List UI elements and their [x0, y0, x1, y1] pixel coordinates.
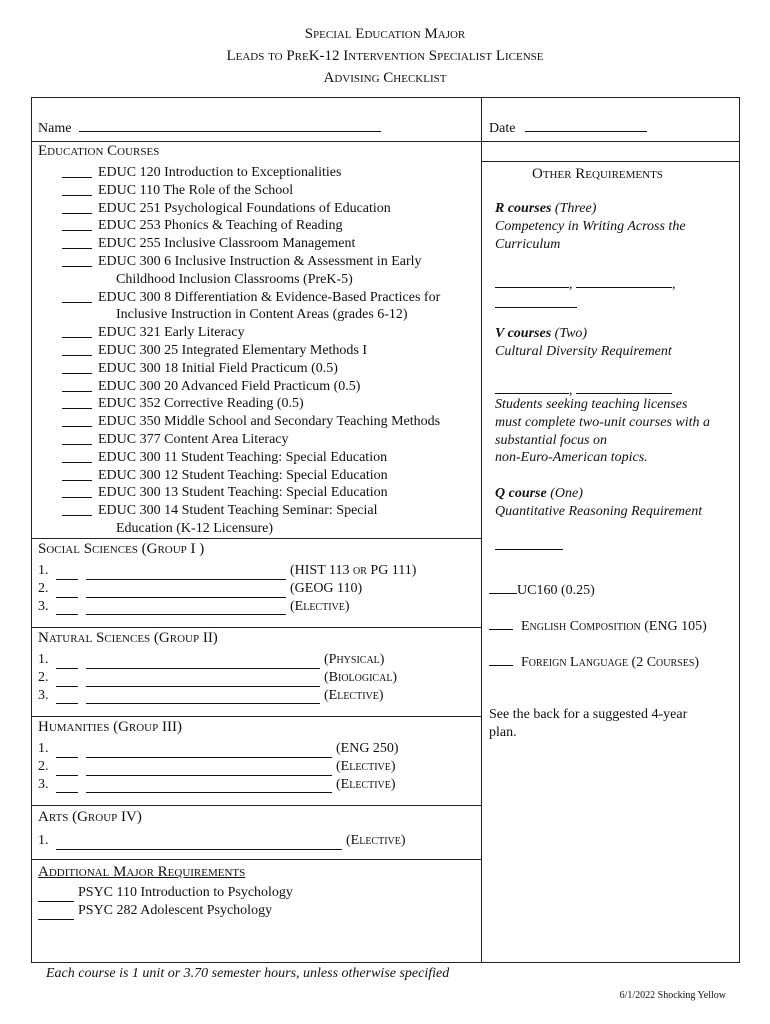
check-blank[interactable] — [38, 888, 74, 902]
course-field[interactable] — [86, 762, 332, 776]
natural-row — [38, 651, 397, 669]
title-line-1: Special Education Major — [304, 26, 466, 42]
section-divider — [31, 805, 481, 806]
course-label: EDUC 377 Content Area Literacy — [98, 431, 289, 447]
r-course-field[interactable] — [495, 294, 577, 308]
check-blank[interactable] — [62, 235, 92, 249]
check-blank[interactable] — [62, 413, 92, 427]
course-label: EDUC 300 8 Differentiation & Evidence-Based Practices for — [98, 289, 441, 305]
check-blank[interactable] — [62, 164, 92, 178]
title-line-3: Advising Checklist — [323, 70, 447, 86]
arts-row — [38, 832, 406, 850]
course-field[interactable] — [56, 836, 342, 850]
column-divider — [481, 97, 482, 962]
social-row — [38, 580, 416, 598]
uc-label: UC160 (0.25) — [517, 583, 595, 598]
course-label: EDUC 255 Inclusive Classroom Management — [98, 236, 356, 252]
social-heading: Social Sciences (Group I ) — [38, 541, 205, 557]
row-number: 3. — [38, 776, 49, 792]
course-tag: (Elective) — [336, 776, 396, 792]
check-blank[interactable] — [62, 200, 92, 214]
course-label-continued: Childhood Inclusion Classrooms (PreK-5) — [116, 271, 353, 287]
course-tag: (Elective) — [346, 833, 406, 848]
v-courses-block: V courses (Two) Cultural Diversity Requirement — [495, 326, 672, 359]
version-stamp: 6/1/2022 Shocking Yellow — [619, 990, 726, 1001]
other-heading: Other Requirements — [532, 166, 663, 182]
course-field[interactable] — [86, 744, 332, 758]
v-course-field[interactable] — [495, 380, 569, 394]
r-courses-label: R courses — [495, 201, 552, 216]
education-course-item — [62, 360, 440, 378]
check-blank[interactable] — [62, 467, 92, 481]
check-blank[interactable] — [56, 690, 78, 704]
education-course-item — [62, 431, 440, 449]
lang-row — [489, 652, 699, 672]
footnote: Each course is 1 unit or 3.70 semester hours, unless otherwise specified — [46, 966, 450, 981]
natural-row — [38, 669, 397, 687]
row-number: 2. — [38, 580, 49, 596]
additional-list — [38, 884, 293, 920]
course-label: EDUC 352 Corrective Reading (0.5) — [98, 396, 304, 412]
v-courses-label: V courses — [495, 326, 552, 341]
row-number: 3. — [38, 598, 49, 614]
check-blank[interactable] — [56, 779, 78, 793]
section-divider — [31, 538, 481, 539]
row-number: 1. — [38, 652, 49, 667]
v-courses-note: Students seeking teaching licenses must complete two-unit courses with a substantial focus on non-Euro-American topics. — [495, 397, 711, 466]
course-label-continued: Inclusive Instruction in Content Areas (grades 6-12) — [116, 307, 408, 323]
humanities-list — [38, 740, 399, 793]
name-row — [38, 118, 381, 138]
social-list — [38, 562, 416, 615]
check-blank[interactable] — [62, 502, 92, 516]
date-row — [489, 118, 647, 138]
row-number: 1. — [38, 741, 49, 756]
humanities-row — [38, 758, 399, 776]
education-course-item — [62, 200, 440, 218]
check-blank[interactable] — [62, 378, 92, 392]
course-field[interactable] — [86, 584, 286, 598]
course-tag: (HIST 113 or PG 111) — [290, 563, 417, 578]
check-blank[interactable] — [38, 906, 74, 920]
check-blank[interactable] — [56, 566, 78, 580]
education-course-item — [62, 217, 440, 235]
q-course-field[interactable] — [495, 536, 563, 550]
check-blank[interactable] — [56, 584, 78, 598]
course-label: EDUC 300 6 Inclusive Instruction & Assessment in Early — [98, 253, 422, 269]
row-number: 3. — [38, 687, 49, 703]
check-blank[interactable] — [56, 762, 78, 776]
check-blank[interactable] — [56, 655, 78, 669]
education-course-item — [62, 467, 440, 485]
course-field[interactable] — [86, 779, 332, 793]
course-label: EDUC 350 Middle School and Secondary Teaching Methods — [98, 414, 441, 430]
q-course-desc: Quantitative Reasoning Requirement — [495, 503, 703, 519]
additional-item — [38, 884, 293, 902]
r-course-field[interactable] — [495, 274, 569, 288]
title-line-2: Leads to PreK-12 Intervention Specialist License — [226, 48, 544, 64]
check-blank[interactable] — [62, 217, 92, 231]
education-course-list — [62, 164, 440, 538]
check-blank[interactable] — [489, 652, 513, 666]
r-courses-desc: Curriculum — [495, 236, 561, 252]
r-courses-block: R courses (Three) Competency in Writing Across the Curriculum — [495, 201, 686, 252]
social-row — [38, 598, 416, 616]
course-label: EDUC 120 Introduction to Exceptionalities — [98, 165, 342, 180]
course-tag: (Physical) — [324, 652, 385, 667]
v-courses-desc: Cultural Diversity Requirement — [495, 343, 672, 359]
social-row — [38, 562, 416, 580]
education-course-item — [62, 253, 440, 271]
education-course-item — [62, 502, 440, 520]
row-number: 2. — [38, 758, 49, 774]
education-course-item — [62, 484, 440, 502]
education-course-item — [62, 235, 440, 253]
course-tag: (Elective) — [336, 758, 396, 774]
course-tag: (GEOG 110) — [290, 580, 363, 596]
check-blank[interactable] — [62, 342, 92, 356]
date-field[interactable] — [525, 118, 647, 132]
natural-list — [38, 651, 397, 704]
course-field[interactable] — [86, 601, 286, 615]
check-blank[interactable] — [62, 431, 92, 445]
education-course-item — [62, 395, 440, 413]
check-blank[interactable] — [56, 601, 78, 615]
back-note: See the back for a suggested 4-year plan. — [489, 707, 688, 740]
check-blank[interactable] — [489, 616, 513, 630]
course-label: EDUC 251 Psychological Foundations of Education — [98, 200, 391, 216]
additional-label: PSYC 282 Adolescent Psychology — [78, 902, 273, 918]
additional-label: PSYC 110 Introduction to Psychology — [78, 885, 293, 900]
q-course-block: Q course (One) Quantitative Reasoning Requirement — [495, 486, 703, 519]
course-tag: (Elective) — [324, 687, 384, 703]
education-course-item — [62, 182, 440, 200]
check-blank[interactable] — [62, 449, 92, 463]
r-courses-desc: Competency in Writing Across the — [495, 218, 686, 234]
check-blank[interactable] — [62, 324, 92, 338]
lang-label: Foreign Language (2 Courses) — [521, 655, 700, 670]
education-course-item — [62, 449, 440, 467]
check-blank[interactable] — [56, 673, 78, 687]
check-blank[interactable] — [62, 395, 92, 409]
course-field[interactable] — [86, 655, 320, 669]
course-label: EDUC 321 Early Literacy — [98, 325, 245, 341]
education-course-item — [62, 413, 440, 431]
course-field[interactable] — [86, 673, 320, 687]
course-label: EDUC 110 The Role of the School — [98, 182, 294, 198]
date-label: Date — [489, 121, 516, 136]
humanities-row — [38, 740, 399, 758]
check-blank[interactable] — [62, 484, 92, 498]
course-label: EDUC 300 14 Student Teaching Seminar: Special — [98, 503, 378, 519]
course-field[interactable] — [86, 566, 286, 580]
check-blank[interactable] — [62, 360, 92, 374]
check-blank[interactable] — [62, 289, 92, 303]
section-divider — [31, 716, 481, 717]
course-label: EDUC 300 25 Integrated Elementary Methods I — [98, 342, 368, 358]
course-tag: (ENG 250) — [336, 741, 399, 756]
row-number: 1. — [38, 833, 49, 848]
humanities-heading: Humanities (Group III) — [38, 719, 182, 735]
r-course-field[interactable] — [576, 274, 672, 288]
q-course-label: Q course — [495, 486, 547, 501]
education-course-item — [62, 164, 440, 182]
additional-heading: Additional Major Requirements — [38, 864, 246, 880]
check-blank[interactable] — [62, 182, 92, 196]
course-label: EDUC 300 11 Student Teaching: Special Education — [98, 449, 388, 465]
check-blank[interactable] — [62, 253, 92, 267]
eng-label: English Composition (ENG 105) — [521, 619, 707, 634]
education-course-item — [62, 324, 440, 342]
section-divider — [31, 859, 481, 860]
name-label: Name — [38, 121, 72, 136]
education-course-item — [62, 342, 440, 360]
row-number: 1. — [38, 563, 49, 578]
additional-item — [38, 902, 293, 920]
course-label: EDUC 300 18 Initial Field Practicum (0.5) — [98, 360, 338, 376]
course-label-continued: Education (K-12 Licensure) — [116, 520, 274, 536]
course-label: EDUC 253 Phonics & Teaching of Reading — [98, 218, 343, 234]
r-courses-blanks: , , — [495, 274, 676, 314]
education-course-item — [62, 378, 440, 396]
uc-row — [489, 580, 595, 600]
course-field[interactable] — [86, 690, 320, 704]
course-label: EDUC 300 12 Student Teaching: Special Education — [98, 467, 388, 483]
natural-row — [38, 687, 397, 705]
v-courses-blanks: , — [495, 380, 672, 400]
eng-row — [489, 616, 707, 636]
section-divider — [31, 627, 481, 628]
check-blank[interactable] — [56, 744, 78, 758]
arts-list — [38, 832, 406, 850]
v-course-field[interactable] — [576, 380, 672, 394]
check-blank[interactable] — [489, 580, 517, 594]
right-header-divider — [481, 161, 739, 162]
course-tag: (Elective) — [290, 598, 350, 614]
education-heading: Education Courses — [38, 143, 160, 159]
course-label: EDUC 300 13 Student Teaching: Special Education — [98, 485, 388, 501]
name-field[interactable] — [79, 118, 381, 132]
row-number: 2. — [38, 669, 49, 685]
arts-heading: Arts (Group IV) — [38, 809, 142, 825]
name-row-divider — [31, 141, 739, 142]
course-tag: (Biological) — [324, 669, 398, 685]
education-course-item — [62, 289, 440, 307]
q-course-blank — [495, 536, 563, 556]
course-label: EDUC 300 20 Advanced Field Practicum (0.5) — [98, 378, 361, 394]
natural-heading: Natural Sciences (Group II) — [38, 630, 218, 646]
humanities-row — [38, 776, 399, 794]
